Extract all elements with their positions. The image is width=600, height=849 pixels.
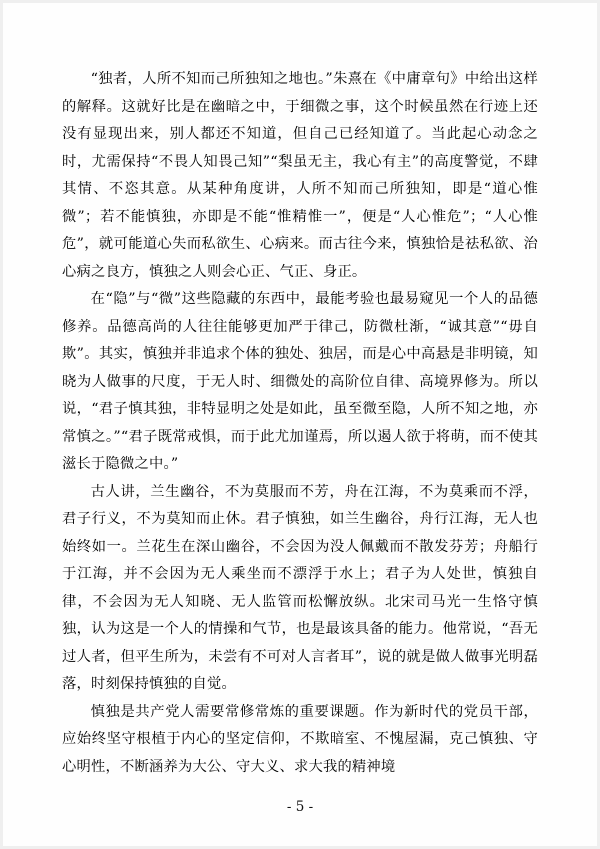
paragraph: “独者，人所不知而己所独知之地也。”朱熹在《中庸章句》中给出这样的解释。这就好比是在幽暗之中，于细微之事，这个时候虽然在行迹上还没有显现出来，别人都还不知道，但自己已经知道了。当此起心动念之时，尤需保持“不畏人知畏己知”“梨虽无主，我心有主”的高度警觉，不肆其情、不恣其意。从某种角度讲，人所不知而己所独知，即是“道心惟微”；若不能慎独，亦即是不能“惟精惟一”，便是“人心惟危”；“人心惟危”，就可能道心失而私欲生、心病来。而古往今来，慎独恰是祛私欲、治心病之良方，慎独之人则会心正、气正、身正。 [62, 71, 538, 280]
page-edge-top [0, 0, 600, 3]
paragraph: 在“隐”与“微”这些隐藏的东西中，最能考验也最易窥见一个人的品德修养。品德高尚的人往往能够更加严于律己，防微杜渐，“诚其意”“毋自欺”。其实，慎独并非追求个体的独处、独居，而是心中高悬是非明镜，知晓为人做事的尺度，于无人时、细微处的高阶位自律、高境界修为。所以说，“君子慎其独，非特显明之处是如此，虽至微至隐，人所不知之地，亦常慎之。”“君子既常戒惧，而于此尤加谨焉，所以遏人欲于将萌，而不使其滋长于隐微之中。” [62, 291, 538, 472]
page-edge-left [0, 0, 3, 849]
document-body [62, 66, 538, 781]
paragraph: 古人讲，兰生幽谷，不为莫服而不芳，舟在江海，不为莫乘而不浮，君子行义，不为莫知而止休。君子慎独，如兰生幽谷，舟行江海，无人也始终如一。兰花生在深山幽谷，不会因为没人佩戴而不散发芬芳；舟船行于江海，并不会因为无人乘坐而不漂浮于水上；君子为人处世，慎独自律，不会因为无人知晓、无人监管而松懈放纵。北宋司马光一生恪守慎独，认为这是一个人的情操和气节，也是最该具备的能力。他常说，“吾无过人者，但平生所为，未尝有不可对人言者耳”，说的就是做人做事光明磊落，时刻保持慎独的自觉。 [62, 483, 538, 692]
page-number: - 5 - [286, 799, 314, 815]
paragraph: 慎独是共产党人需要常修常炼的重要课题。作为新时代的党员干部，应始终坚守根植于内心的坚定信仰，不欺暗室、不愧屋漏，克己慎独、守心明性，不断涵养为大公、守大义、求大我的精神境 [62, 703, 538, 775]
